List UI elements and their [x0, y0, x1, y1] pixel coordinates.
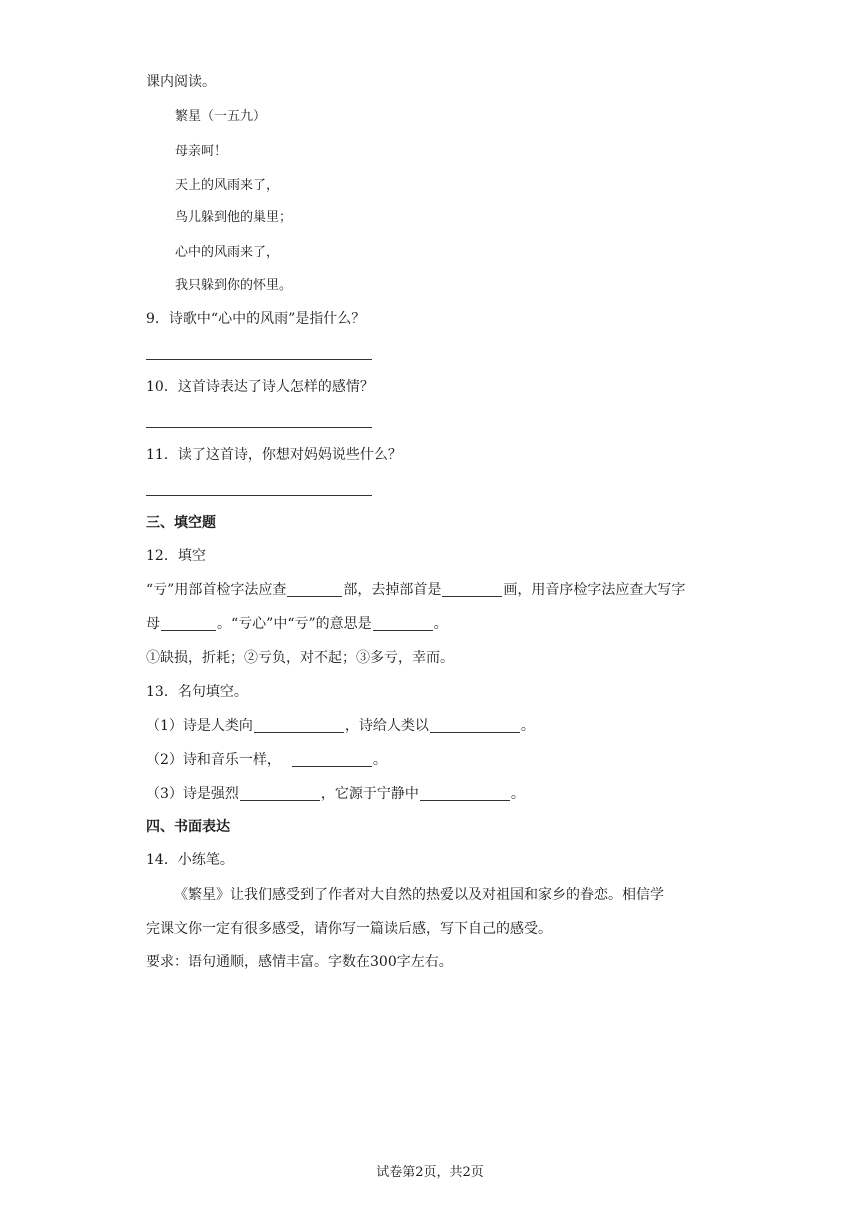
- question-12-line-2: [146, 614, 448, 634]
- question-14-title: 14．小练笔。: [146, 852, 234, 868]
- blank-13-1-a[interactable]: [254, 718, 344, 733]
- q13-1-text-c: 。: [520, 718, 535, 734]
- blank-stroke-count[interactable]: [442, 582, 502, 597]
- question-12-line-1: [146, 580, 685, 600]
- blank-13-2[interactable]: [292, 752, 372, 767]
- q13-3-text-c: 。: [510, 786, 525, 802]
- blank-letter[interactable]: [161, 616, 216, 631]
- answer-line-9[interactable]: [146, 359, 372, 360]
- q13-3-text-b: ，它源于宁静中: [320, 786, 419, 802]
- poem-line-2: 天上的风雨来了，: [175, 178, 280, 193]
- intro-text: 课内阅读。: [146, 74, 216, 90]
- q13-1-text-a: （1）诗是人类向: [146, 718, 253, 734]
- q12-text-2: 部，去掉部首是: [343, 582, 442, 598]
- q12-text-3: 画，用音序检字法应查大写字: [503, 582, 686, 598]
- question-11: 11．读了这首诗，你想对妈妈说些什么？: [146, 447, 402, 463]
- answer-line-10[interactable]: [146, 427, 372, 428]
- poem-line-4: 心中的风雨来了，: [175, 245, 280, 260]
- q13-2-text-b: 。: [372, 752, 387, 768]
- poem-line-3: 鸟儿躲到他的巢里；: [175, 210, 293, 225]
- blank-radical[interactable]: [287, 582, 342, 597]
- question-13-sub-1: [146, 716, 535, 736]
- q13-3-text-a: （3）诗是强烈: [146, 786, 239, 802]
- poem-title: 繁星（一五九）: [175, 109, 267, 124]
- question-14-paragraph-2: 完课文你一定有很多感受，请你写一篇读后感，写下自己的感受。: [146, 921, 552, 937]
- question-13-title: 13．名句填空。: [146, 684, 248, 700]
- page-footer: 试卷第2页，共2页: [376, 1165, 484, 1180]
- question-9: 9．诗歌中“心中的风雨”是指什么？: [146, 311, 366, 327]
- question-14-paragraph-1: 《繁星》让我们感受到了作者对大自然的热爱以及对祖国和家乡的眷恋。相信学: [174, 887, 664, 903]
- poem-line-5: 我只躲到你的怀里。: [175, 278, 293, 293]
- blank-13-1-b[interactable]: [430, 718, 520, 733]
- question-10: 10．这首诗表达了诗人怎样的感情？: [146, 379, 374, 395]
- question-13-sub-2: [146, 750, 387, 770]
- blank-13-3-b[interactable]: [420, 786, 510, 801]
- question-12-title: 12．填空: [146, 548, 206, 564]
- question-13-sub-3: [146, 784, 525, 804]
- poem-line-1: 母亲呵！: [175, 144, 228, 159]
- q12-text-5: 。“亏心”中“亏”的意思是: [217, 616, 372, 632]
- section-4-heading: 四、书面表达: [146, 819, 230, 835]
- blank-meaning[interactable]: [373, 616, 433, 631]
- answer-line-11[interactable]: [146, 495, 372, 496]
- question-12-options: ①缺损，折耗；②亏负，对不起；③多亏，幸而。: [146, 650, 454, 666]
- q12-text-4: 母: [146, 616, 160, 632]
- blank-13-3-a[interactable]: [240, 786, 320, 801]
- q12-text-1: “亏”用部首检字法应查: [146, 582, 287, 598]
- section-3-heading: 三、填空题: [146, 515, 216, 531]
- question-14-requirements: 要求：语句通顺，感情丰富。字数在300字左右。: [146, 954, 453, 970]
- q13-1-text-b: ，诗给人类以: [344, 718, 429, 734]
- q12-text-6: 。: [433, 616, 448, 632]
- q13-2-text-a: （2）诗和音乐一样，: [146, 752, 281, 768]
